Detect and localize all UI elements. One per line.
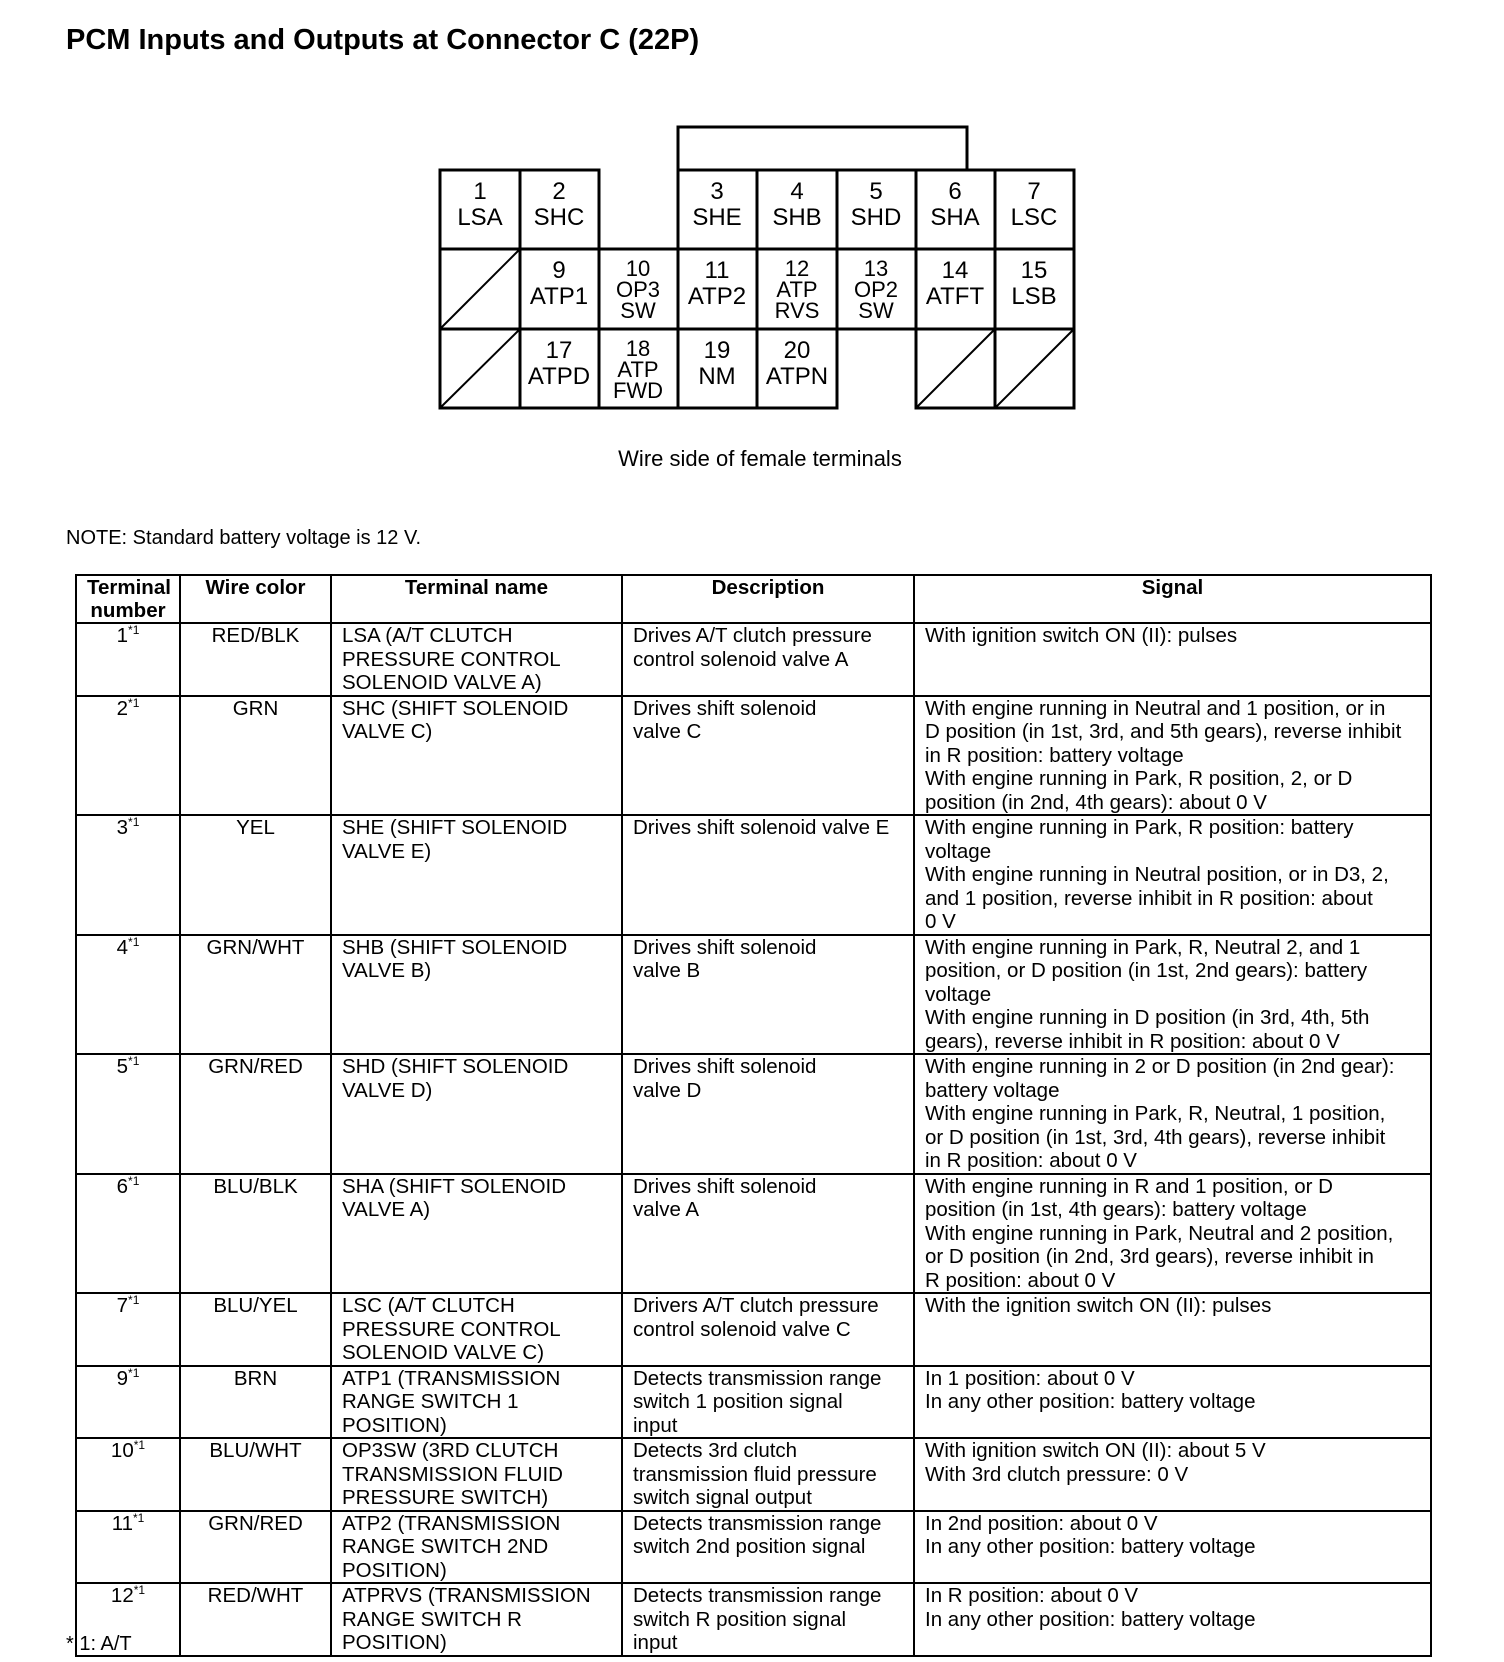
battery-note: NOTE: Standard battery voltage is 12 V. xyxy=(66,527,422,549)
table-row xyxy=(76,1054,1431,1174)
cavity-label: LSA xyxy=(457,204,503,231)
cavity-label: ATP xyxy=(617,357,659,382)
footnote-mark: *1 xyxy=(132,1510,145,1525)
terminal-number-cell xyxy=(76,1293,180,1366)
table-row xyxy=(76,815,1431,935)
cavity-label: SW xyxy=(858,298,894,323)
cavity-number: 4 xyxy=(790,178,804,205)
cavity-number: 2 xyxy=(552,178,566,205)
cavity-number: 14 xyxy=(941,257,969,284)
terminal-number-cell xyxy=(76,623,180,696)
signal-cell: In 2nd position: about 0 V In any other position: battery voltage xyxy=(914,1511,1431,1584)
cavity-number: 1 xyxy=(473,178,487,205)
terminal-number-cell xyxy=(76,815,180,935)
signal-cell: With ignition switch ON (II): about 5 V With 3rd clutch pressure: 0 V xyxy=(914,1438,1431,1511)
cavity-number: 19 xyxy=(703,337,731,364)
cavity-number: 9 xyxy=(552,257,566,284)
wire-color-cell: BLU/BLK xyxy=(180,1174,331,1294)
terminal-number-cell xyxy=(76,935,180,1055)
cavity-label: RVS xyxy=(774,298,820,323)
wire-color-cell: GRN/RED xyxy=(180,1054,331,1174)
unused-mark xyxy=(995,329,1074,408)
table-row xyxy=(76,1511,1431,1584)
cavity-label: ATPN xyxy=(765,363,829,390)
cavity-label: SW xyxy=(620,298,656,323)
terminal-name-cell: SHD (SHIFT SOLENOID VALVE D) xyxy=(331,1054,622,1174)
wire-color-cell: YEL xyxy=(180,815,331,935)
footnote-mark: *1 xyxy=(133,1438,146,1453)
terminal-number: 11 xyxy=(111,1511,133,1535)
cavity-label: LSB xyxy=(1011,283,1057,310)
signal-cell: With engine running in Park, R, Neutral 2, and 1 position, or D position (in 1st, 2nd gears): battery voltage With engine running in D position (in 3rd, 4th, 5th gears), reverse inhibit in R position: about 0 V xyxy=(914,935,1431,1055)
cavity-label: SHE xyxy=(692,204,742,231)
footnote-mark: *1 xyxy=(128,934,140,949)
page-title: PCM Inputs and Outputs at Connector C (22P) xyxy=(66,24,700,56)
connector-caption: Wire side of female terminals xyxy=(618,446,902,471)
footnote-mark: *1 xyxy=(128,1293,140,1308)
terminal-number-cell xyxy=(76,1511,180,1584)
terminal-number-cell xyxy=(76,1054,180,1174)
description-cell: Drives shift solenoid valve D xyxy=(622,1054,914,1174)
cavity-number: 20 xyxy=(783,337,811,364)
description-cell: Drives shift solenoid valve B xyxy=(622,935,914,1055)
cavity-number: 15 xyxy=(1020,257,1048,284)
cavity-number: 18 xyxy=(625,336,651,361)
cavity-number: 5 xyxy=(869,178,883,205)
description-cell: Detects transmission range switch 2nd position signal xyxy=(622,1511,914,1584)
terminal-number: 4 xyxy=(116,935,129,959)
header-terminal-number: Terminal number xyxy=(76,575,180,623)
signal-cell: In R position: about 0 V In any other position: battery voltage xyxy=(914,1583,1431,1656)
terminal-name-cell: SHE (SHIFT SOLENOID VALVE E) xyxy=(331,815,622,935)
wire-color-cell: GRN xyxy=(180,696,331,816)
connector-diagram xyxy=(0,0,1504,480)
terminal-name-cell: ATPRVS (TRANSMISSION RANGE SWITCH R POSITION) xyxy=(331,1583,622,1656)
terminal-number: 7 xyxy=(116,1294,129,1317)
footnote-mark: *1 xyxy=(128,695,140,710)
table-row xyxy=(76,1174,1431,1294)
terminal-table xyxy=(75,574,1432,1657)
signal-cell: With ignition switch ON (II): pulses xyxy=(914,623,1431,696)
table-row xyxy=(76,623,1431,696)
cavity-label: ATFT xyxy=(925,283,985,310)
terminal-name-cell: LSC (A/T CLUTCH PRESSURE CONTROL SOLENOID VALVE C) xyxy=(331,1293,622,1366)
terminal-number: 12 xyxy=(110,1584,134,1607)
description-cell: Detects transmission range switch R position signal input xyxy=(622,1583,914,1656)
terminal-name-cell: SHB (SHIFT SOLENOID VALVE B) xyxy=(331,935,622,1055)
signal-cell: With engine running in 2 or D position (in 2nd gear): battery voltage With engine running in Park, R, Neutral, 1 position, or D position (in 1st, 3rd, 4th gears), reverse inhibit in R position: about 0 V xyxy=(914,1054,1431,1174)
wire-color-cell: RED/WHT xyxy=(180,1583,331,1656)
header-terminal-name: Terminal name xyxy=(331,575,622,623)
cavity-label: ATP1 xyxy=(529,283,589,310)
terminal-number: 6 xyxy=(116,1174,129,1198)
signal-cell: With the ignition switch ON (II): pulses xyxy=(914,1293,1431,1366)
header-description: Description xyxy=(622,575,914,623)
description-cell: Detects transmission range switch 1 position signal input xyxy=(622,1366,914,1439)
terminal-name-cell: ATP2 (TRANSMISSION RANGE SWITCH 2ND POSITION) xyxy=(331,1511,622,1584)
terminal-number: 9 xyxy=(116,1366,129,1390)
signal-cell: In 1 position: about 0 V In any other position: battery voltage xyxy=(914,1366,1431,1439)
header-wire-color: Wire color xyxy=(180,575,331,623)
cavity-label: SHD xyxy=(850,204,902,231)
table-row xyxy=(76,1366,1431,1439)
unused-mark xyxy=(440,249,520,329)
cavity-label: LSC xyxy=(1010,204,1058,231)
wire-color-cell: BLU/YEL xyxy=(180,1293,331,1366)
cavity-number: 11 xyxy=(704,257,730,284)
cavity-label: OP3 xyxy=(615,277,661,302)
wire-color-cell: GRN/WHT xyxy=(180,935,331,1055)
footnote-mark: *1 xyxy=(133,1583,146,1598)
terminal-number-cell xyxy=(76,1174,180,1294)
cavity-label: SHA xyxy=(930,204,980,231)
terminal-number: 3 xyxy=(116,816,129,839)
terminal-number-cell xyxy=(76,696,180,816)
wire-color-cell: BRN xyxy=(180,1366,331,1439)
terminal-number: 10 xyxy=(110,1439,134,1462)
description-cell: Drives A/T clutch pressure control solenoid valve A xyxy=(622,623,914,696)
cavity-number: 6 xyxy=(948,178,962,205)
terminal-number: 2 xyxy=(116,696,129,720)
wire-color-cell: BLU/WHT xyxy=(180,1438,331,1511)
terminal-number-cell xyxy=(76,1438,180,1511)
terminal-number: 5 xyxy=(116,1055,129,1078)
cavity-label: ATP xyxy=(776,277,818,302)
cavity-label: SHC xyxy=(533,204,585,231)
table-row xyxy=(76,1438,1431,1511)
cavity-number: 7 xyxy=(1027,178,1041,205)
connector-key xyxy=(678,127,967,170)
cavity-number: 17 xyxy=(545,337,573,364)
wire-color-cell: RED/BLK xyxy=(180,623,331,696)
footnote-mark: *1 xyxy=(128,815,140,830)
cavity-label: OP2 xyxy=(853,277,899,302)
cavity-number: 12 xyxy=(784,256,810,281)
table-header-row xyxy=(76,575,1431,623)
cavity-number: 13 xyxy=(863,256,889,281)
footnote-mark: *1 xyxy=(128,1365,140,1380)
table-row xyxy=(76,935,1431,1055)
wire-color-cell: GRN/RED xyxy=(180,1511,331,1584)
cavity-number: 10 xyxy=(625,256,651,281)
cavity-label: SHB xyxy=(772,204,822,231)
table-row xyxy=(76,696,1431,816)
terminal-name-cell: OP3SW (3RD CLUTCH TRANSMISSION FLUID PRESSURE SWITCH) xyxy=(331,1438,622,1511)
header-signal: Signal xyxy=(914,575,1431,623)
terminal-name-cell: LSA (A/T CLUTCH PRESSURE CONTROL SOLENOID VALVE A) xyxy=(331,623,622,696)
footnote: * 1: A/T xyxy=(66,1633,132,1655)
table-row xyxy=(76,1293,1431,1366)
footnote-mark: *1 xyxy=(128,1173,140,1188)
description-cell: Drives shift solenoid valve E xyxy=(622,815,914,935)
footnote-mark: *1 xyxy=(128,1054,140,1069)
cavity-number: 3 xyxy=(710,178,724,205)
cavity-label: ATP2 xyxy=(687,283,747,310)
description-cell: Drives shift solenoid valve A xyxy=(622,1174,914,1294)
cavity-label: ATPD xyxy=(527,363,591,390)
unused-mark xyxy=(916,329,995,408)
table-row xyxy=(76,1583,1431,1656)
signal-cell: With engine running in Park, R position: battery voltage With engine running in Neutral position, or in D3, 2, and 1 position, reverse inhibit in R position: about 0 V xyxy=(914,815,1431,935)
signal-cell: With engine running in Neutral and 1 position, or in D position (in 1st, 3rd, and 5th gears), reverse inhibit in R position: battery voltage With engine running in Park, R position, 2, or D position (in 2nd, 4th gears): about 0 V xyxy=(914,696,1431,816)
terminal-number: 1 xyxy=(116,624,129,647)
description-cell: Drivers A/T clutch pressure control solenoid valve C xyxy=(622,1293,914,1366)
terminal-name-cell: ATP1 (TRANSMISSION RANGE SWITCH 1 POSITION) xyxy=(331,1366,622,1439)
terminal-number-cell xyxy=(76,1366,180,1439)
description-cell: Drives shift solenoid valve C xyxy=(622,696,914,816)
terminal-name-cell: SHA (SHIFT SOLENOID VALVE A) xyxy=(331,1174,622,1294)
cavity-label: NM xyxy=(698,363,736,390)
cavity-label: FWD xyxy=(612,378,664,403)
signal-cell: With engine running in R and 1 position, or D position (in 1st, 4th gears): battery voltage With engine running in Park, Neutral and 2 position, or D position (in 2nd, 3rd gears), reverse inhibit in R position: about 0 V xyxy=(914,1174,1431,1294)
terminal-name-cell: SHC (SHIFT SOLENOID VALVE C) xyxy=(331,696,622,816)
unused-mark xyxy=(440,329,520,408)
footnote-mark: *1 xyxy=(128,623,140,638)
description-cell: Detects 3rd clutch transmission fluid pressure switch signal output xyxy=(622,1438,914,1511)
